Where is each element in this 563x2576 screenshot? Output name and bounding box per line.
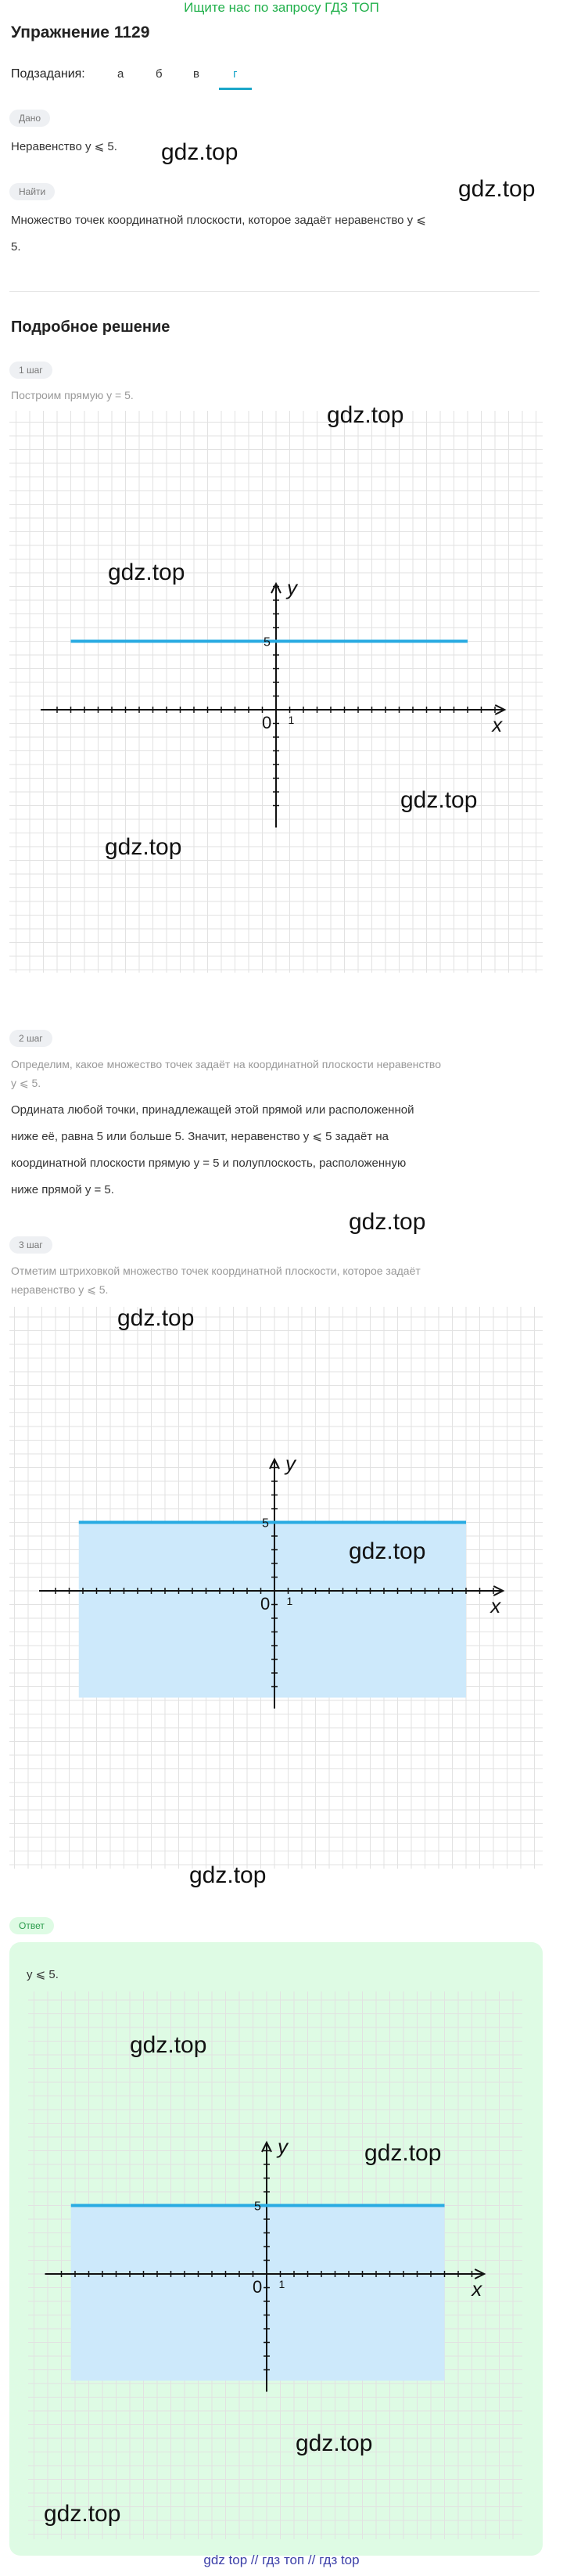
- watermark: gdz.top: [44, 2501, 121, 2527]
- step2-body-line4: ниже прямой y = 5.: [11, 1183, 114, 1196]
- step2-body-line3: координатной плоскости прямую y = 5 и полуплоскость, расположенную: [11, 1157, 407, 1170]
- step3-gray-line1: Отметим штриховкой множество точек координатной плоскости, которое задаёт: [11, 1265, 421, 1277]
- watermark: gdz.top: [105, 834, 182, 860]
- given-text: Неравенство y ⩽ 5.: [11, 140, 117, 153]
- subtasks-label: Подзадания:: [11, 67, 85, 81]
- watermark: gdz.top: [296, 2430, 373, 2456]
- tab-v[interactable]: в: [193, 67, 199, 81]
- unit-label: 1: [278, 2278, 285, 2290]
- step3-gray-line2: неравенство y ⩽ 5.: [11, 1283, 109, 1296]
- coordinate-plane: [28, 1991, 522, 2539]
- step2-chip: 2 шаг: [9, 1030, 52, 1047]
- x-axis-label: x: [490, 1594, 501, 1617]
- step2-gray-line1: Определим, какое множество точек задаёт на координатной плоскости неравенство: [11, 1058, 441, 1070]
- watermark: gdz.top: [349, 1538, 426, 1564]
- tab-b[interactable]: б: [156, 67, 163, 81]
- watermark: gdz.top: [130, 2032, 207, 2058]
- watermark: gdz.top: [349, 1209, 426, 1235]
- coordinate-plane: [9, 1307, 543, 1869]
- graph-step3: [9, 1307, 543, 1873]
- five-label: 5: [262, 1516, 269, 1531]
- find-text-line2: 5.: [11, 240, 21, 254]
- active-tab-indicator: [219, 88, 252, 90]
- answer-chip: Ответ: [9, 1917, 54, 1934]
- x-axis-label: x: [492, 713, 503, 736]
- tab-g[interactable]: г: [233, 67, 238, 81]
- x-axis-label: x: [472, 2277, 482, 2301]
- step2-body-line2: ниже её, равна 5 или больше 5. Значит, неравенство y ⩽ 5 задаёт на: [11, 1130, 389, 1143]
- y-axis-label: y: [287, 576, 297, 599]
- step1-text: Построим прямую y = 5.: [11, 389, 134, 401]
- unit-label: 1: [286, 1595, 293, 1607]
- graph-step1: [9, 411, 543, 977]
- watermark: gdz.top: [117, 1305, 195, 1331]
- origin-label: 0: [260, 1594, 271, 1614]
- step2-gray-line2: y ⩽ 5.: [11, 1077, 41, 1089]
- footer-links[interactable]: gdz top // гдз топ // гдз top: [203, 2553, 360, 2567]
- find-text-line1: Множество точек координатной плоскости, которое задаёт неравенство y ⩽: [11, 214, 426, 227]
- y-axis-label: y: [285, 1452, 296, 1475]
- step1-chip: 1 шаг: [9, 362, 52, 379]
- five-label: 5: [264, 635, 271, 649]
- watermark: gdz.top: [189, 1862, 267, 1888]
- graph-answer: [28, 1991, 522, 2543]
- y-axis-label: y: [278, 2135, 288, 2158]
- origin-label: 0: [262, 713, 272, 732]
- divider: [9, 291, 540, 292]
- unit-label: 1: [288, 714, 295, 726]
- solution-title: Подробное решение: [11, 318, 170, 336]
- search-banner[interactable]: Ищите нас по запросу ГДЗ ТОП: [184, 0, 379, 15]
- watermark: gdz.top: [364, 2140, 442, 2166]
- five-label: 5: [254, 2200, 261, 2214]
- step3-chip: 3 шаг: [9, 1236, 52, 1254]
- step2-body-line1: Ордината любой точки, принадлежащей этой прямой или расположенной: [11, 1103, 414, 1117]
- coordinate-plane: [9, 411, 543, 973]
- find-chip: Найти: [9, 183, 55, 200]
- watermark: gdz.top: [400, 787, 478, 813]
- watermark: gdz.top: [458, 176, 536, 202]
- origin-label: 0: [253, 2277, 263, 2297]
- watermark: gdz.top: [161, 139, 238, 165]
- answer-text: y ⩽ 5.: [27, 1968, 59, 1981]
- watermark: gdz.top: [108, 559, 185, 585]
- tab-a[interactable]: а: [117, 67, 124, 81]
- watermark: gdz.top: [327, 402, 404, 428]
- page-title: Упражнение 1129: [11, 23, 150, 41]
- given-chip: Дано: [9, 110, 50, 127]
